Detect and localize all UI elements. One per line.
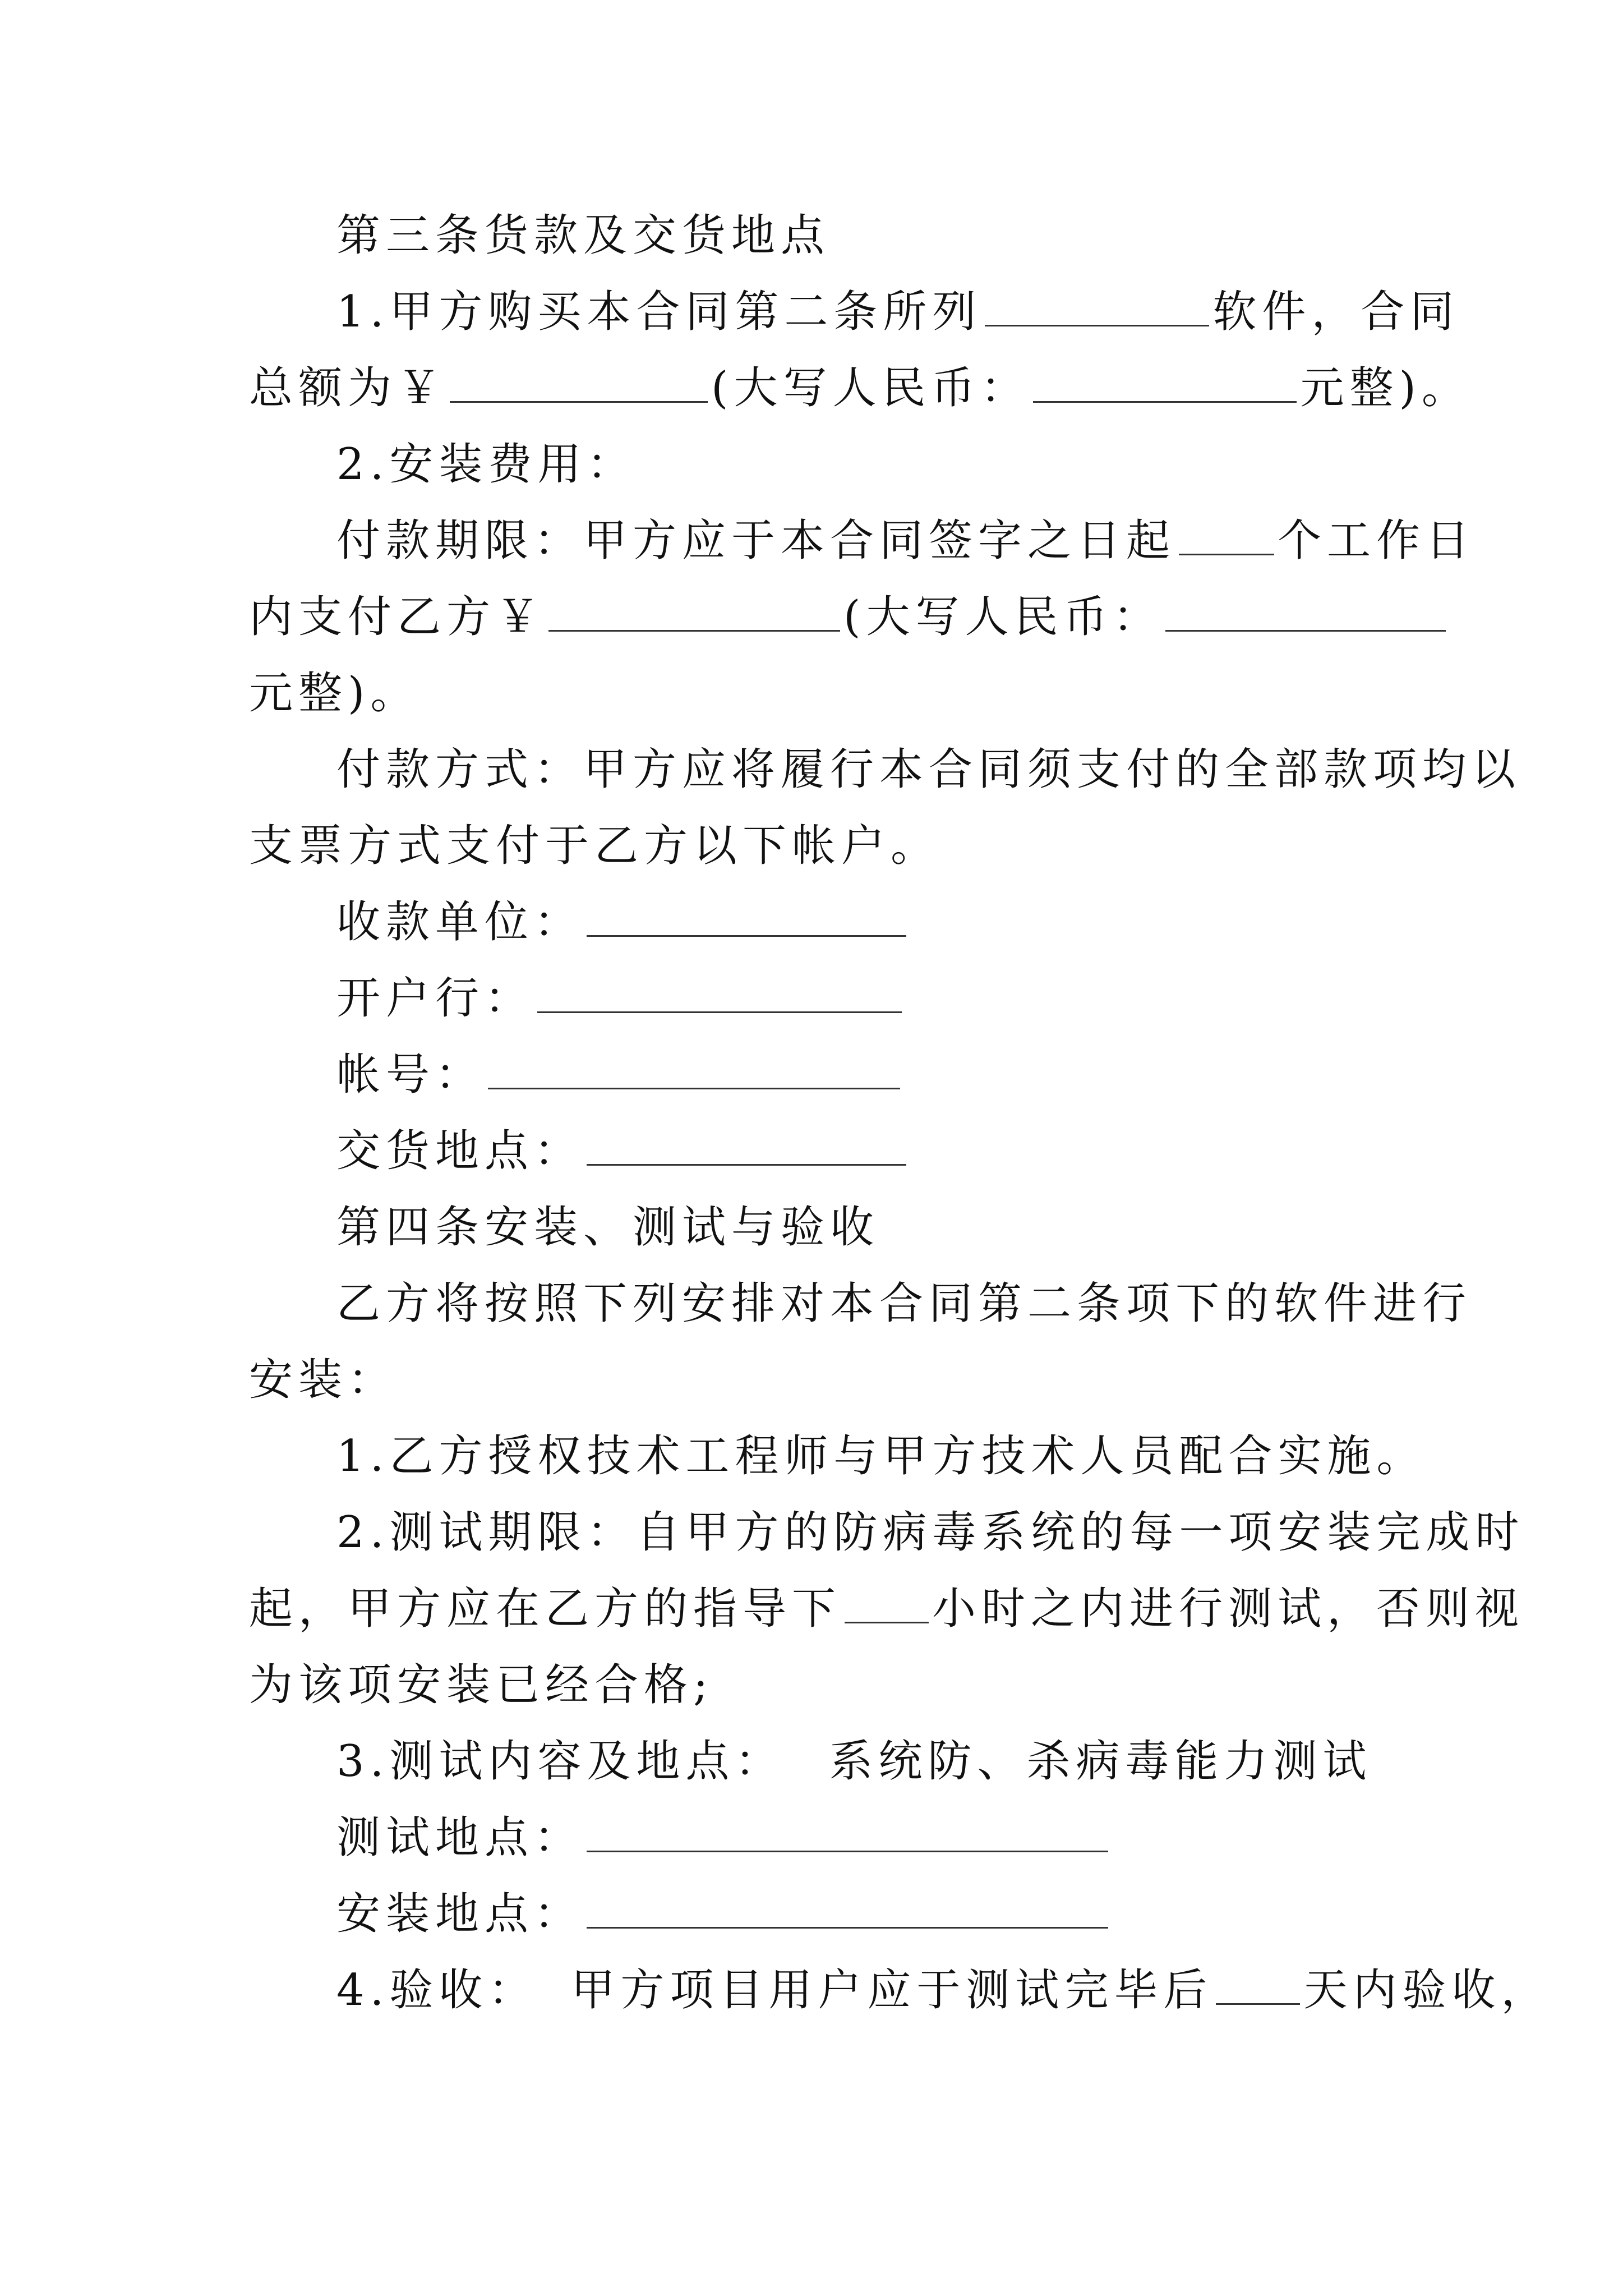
step-2-line-3: 为该项安装已经合格;: [249, 1660, 714, 1710]
item-1-line-2: 总额为￥ (大写人民币： 元整)。: [249, 363, 1471, 413]
test-hours-blank[interactable]: [845, 1582, 929, 1623]
account-blank[interactable]: [488, 1048, 900, 1089]
test-site-blank[interactable]: [587, 1811, 1108, 1852]
item-2-line: 2.安装费用：: [336, 439, 637, 490]
article-3-heading: 第三条货款及交货地点: [336, 210, 831, 261]
total-amount-blank[interactable]: [450, 362, 708, 403]
install-site-blank[interactable]: [587, 1888, 1108, 1929]
account-line: 帐号：: [336, 1047, 903, 1103]
install-fee-words-blank[interactable]: [1165, 591, 1446, 632]
delivery-blank[interactable]: [587, 1125, 906, 1166]
install-line-2: 安装：: [249, 1355, 398, 1405]
bank-line: 开户行：: [336, 970, 905, 1027]
step-2-line-1: 2.测试期限：自甲方的防病毒系统的每一项安装完成时: [336, 1507, 1525, 1558]
bank-blank[interactable]: [537, 972, 902, 1013]
step-2-line-2: 起，甲方应在乙方的指导下 小时之内进行测试，否则视: [249, 1584, 1525, 1634]
software-blank[interactable]: [985, 286, 1209, 326]
working-days-blank[interactable]: [1179, 514, 1274, 555]
install-line-1: 乙方将按照下列安排对本合同第二条项下的软件进行: [336, 1278, 1472, 1329]
step-4-line: 4.验收： 甲方项目用户应于测试完毕后 天内验收，: [336, 1965, 1551, 2016]
payee-blank[interactable]: [587, 896, 906, 937]
install-fee-blank[interactable]: [548, 591, 840, 632]
step-1-line: 1.乙方授权技术工程师与甲方技术人员配合实施。: [336, 1431, 1426, 1481]
payee-line: 收款单位：: [336, 894, 910, 950]
delivery-line: 交货地点：: [336, 1123, 910, 1179]
payment-term-line-2: 内支付乙方￥ (大写人民币：: [249, 589, 1449, 645]
payment-term-line-3: 元整)。: [249, 668, 420, 719]
article-4-heading: 第四条安装、测试与验收: [336, 1202, 880, 1253]
payment-method-line-1: 付款方式：甲方应将履行本合同须支付的全部款项均以: [336, 744, 1521, 795]
step-3-line: 3.测试内容及地点： 系统防、杀病毒能力测试: [336, 1736, 1372, 1787]
install-site-line: 安装地点：: [336, 1886, 1112, 1942]
item-1-line-1: 1.甲方购买本合同第二条所列 软件，合同: [336, 287, 1460, 337]
acceptance-days-blank[interactable]: [1216, 1964, 1300, 2005]
total-amount-words-blank[interactable]: [1033, 362, 1297, 403]
payment-term-line-1: 付款期限：甲方应于本合同签字之日起 个工作日: [336, 516, 1476, 566]
test-site-line: 测试地点：: [336, 1810, 1112, 1866]
payment-method-line-2: 支票方式支付于乙方以下帐户。: [249, 821, 940, 871]
